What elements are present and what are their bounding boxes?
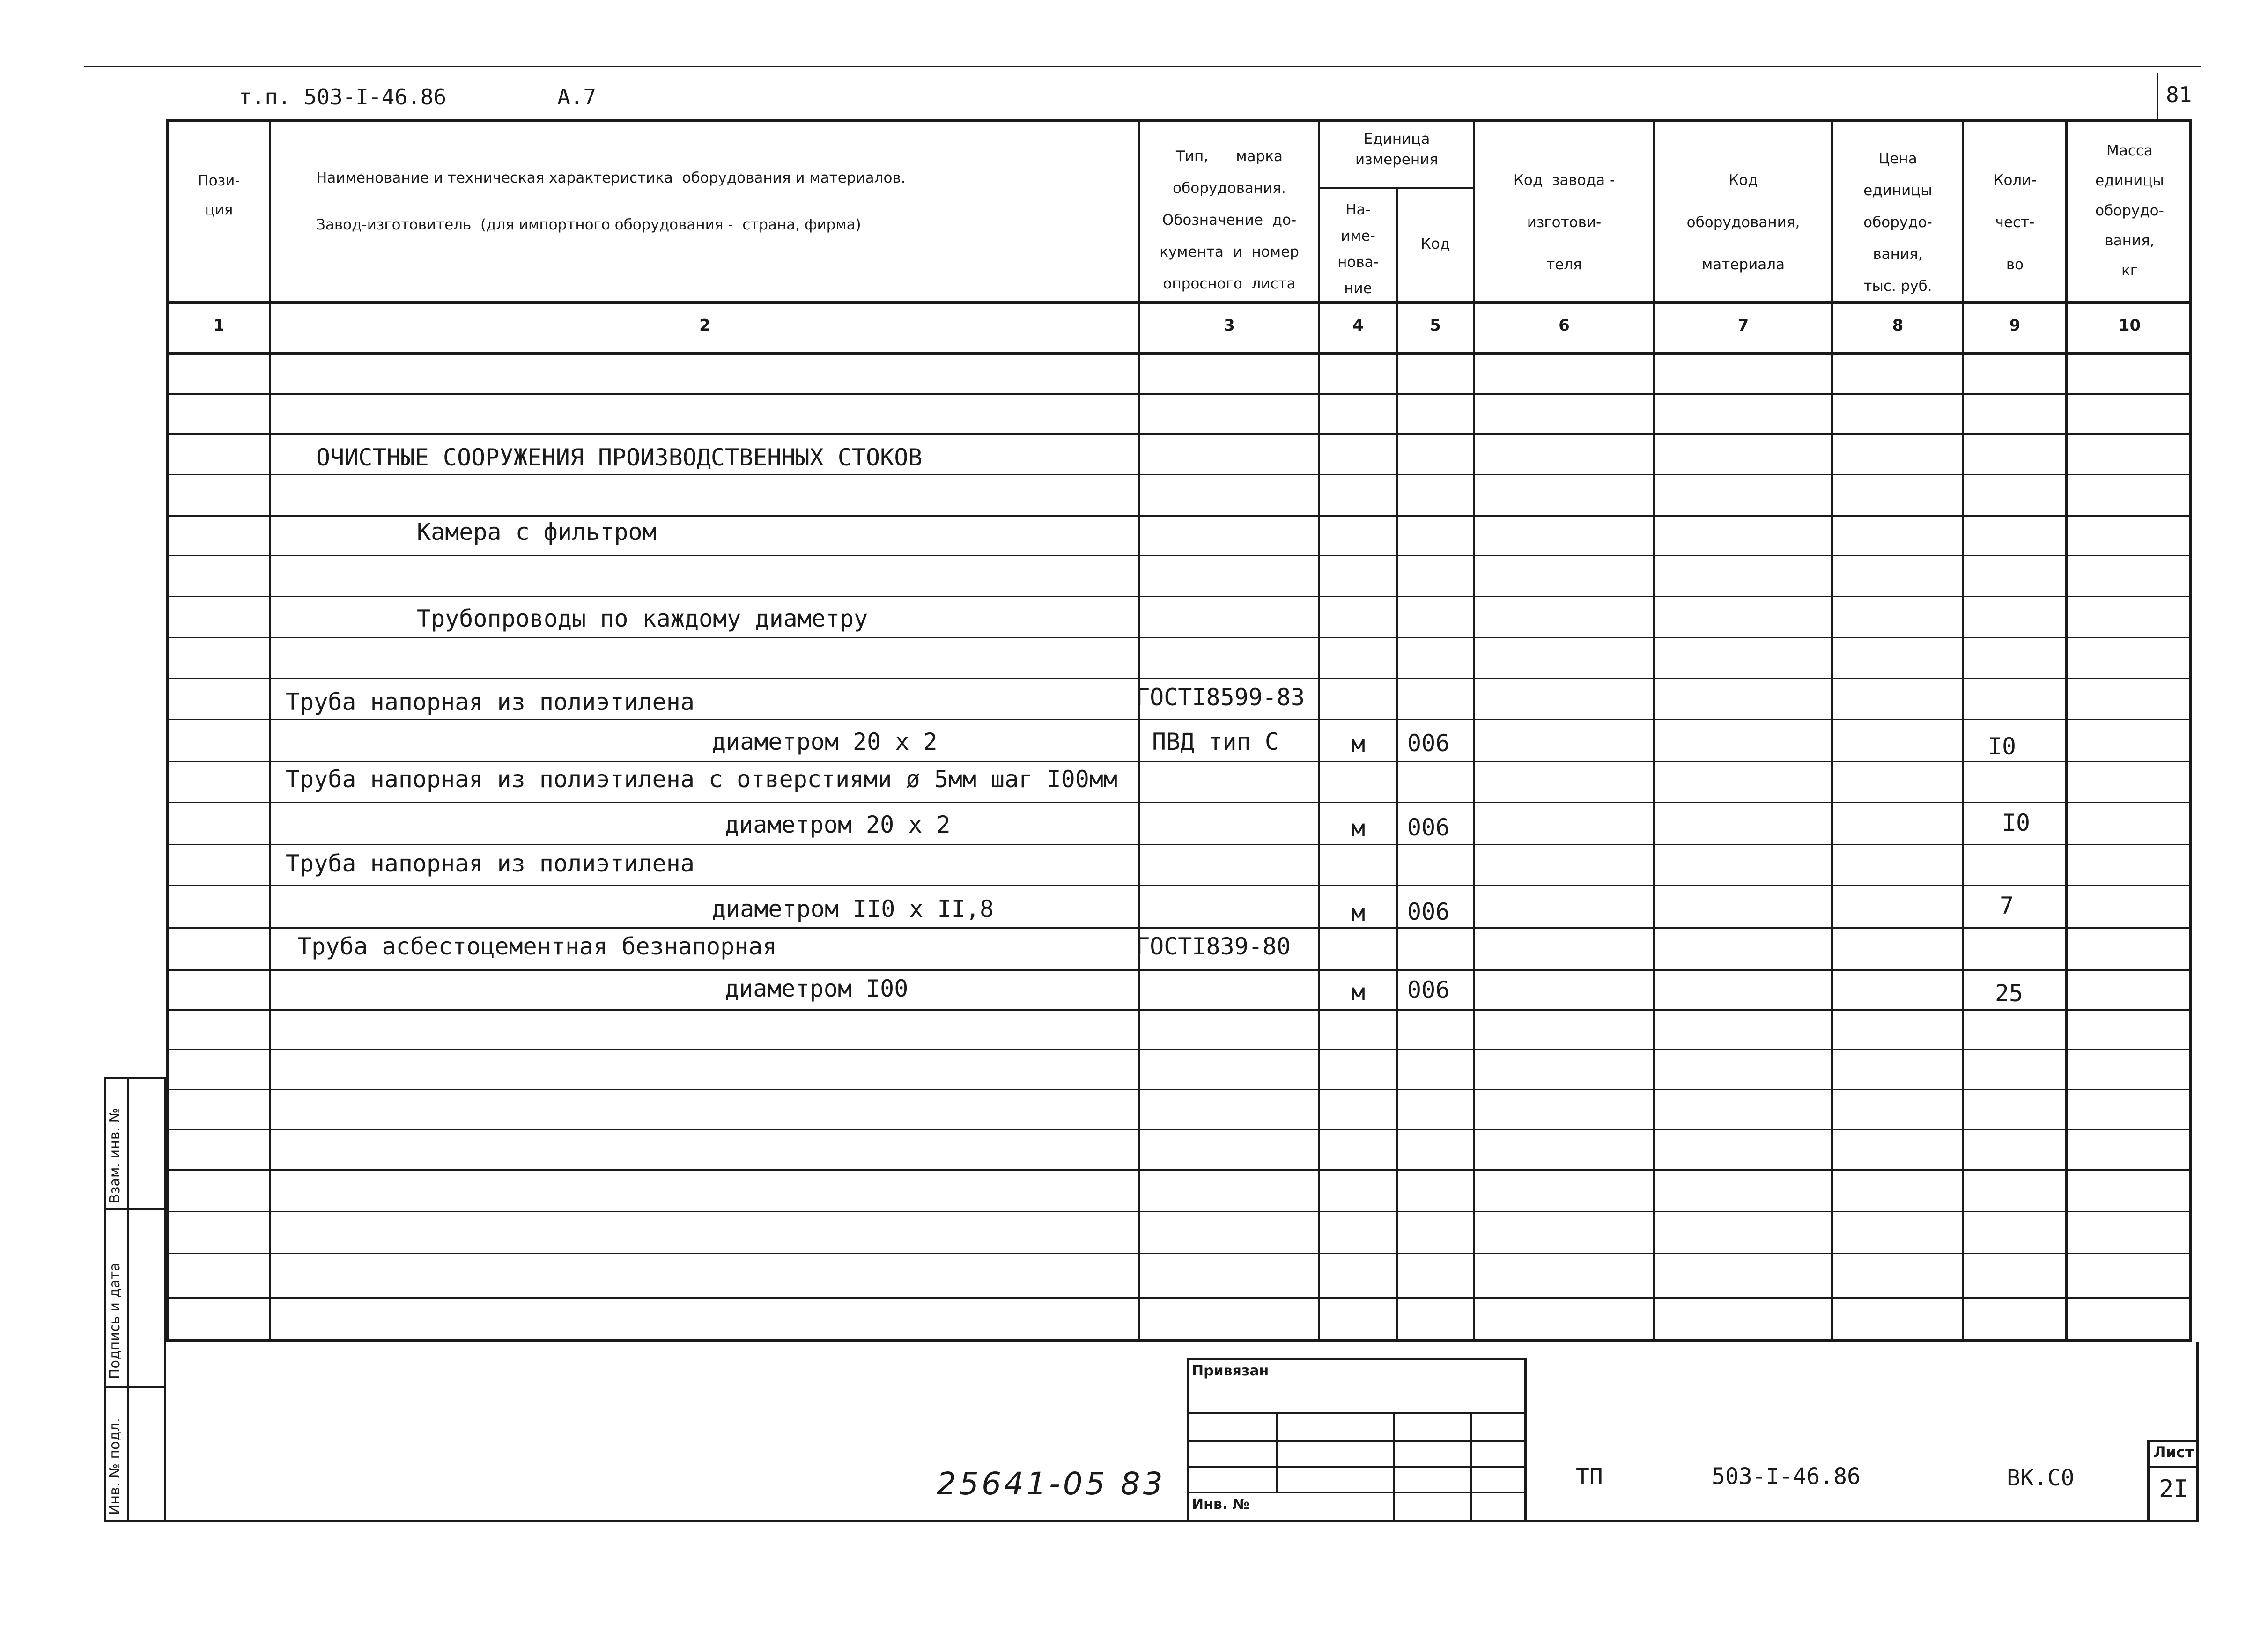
row-line — [166, 678, 2192, 679]
col-num-3: 3 — [1224, 316, 1235, 335]
subsection-pipelines: Трубопроводы по каждому диаметру — [417, 605, 868, 632]
col-num-8: 8 — [1892, 316, 1904, 335]
header-price: Цена единицы оборудо- вания, тыс. руб. — [1863, 150, 1932, 295]
row-line — [166, 1297, 2192, 1299]
stamp-mark: ВК.С0 — [2007, 1465, 2075, 1491]
header-quantity: Коли- чест- во — [1993, 172, 2037, 273]
sheet-box-divider — [2147, 1466, 2199, 1468]
row-line — [166, 474, 2192, 475]
sheet-label: Лист — [2153, 1443, 2194, 1461]
col-num-4: 4 — [1352, 316, 1364, 335]
item3-dim: диаметром II0 x II,8 — [712, 895, 994, 923]
item3-unit: м — [1351, 899, 1366, 926]
header-type: Тип, марка оборудования. Обозначение до- кумента и номер опросного листа — [1160, 148, 1299, 292]
item4-name: Труба асбестоцементная безнапорная — [297, 933, 777, 960]
col-num-10: 10 — [2118, 316, 2141, 335]
privyazan-col — [1470, 1412, 1472, 1520]
item2-unit: м — [1351, 815, 1366, 842]
privyazan-col — [1393, 1412, 1395, 1520]
privyazan-row — [1187, 1492, 1527, 1493]
header-factory-code: Код завода - изготови- теля — [1513, 172, 1615, 273]
row-line — [166, 1253, 2192, 1254]
side-label-podpis: Подпись и дата — [107, 1263, 123, 1379]
item4-code: 006 — [1407, 976, 1450, 1004]
col-num-5: 5 — [1430, 316, 1441, 335]
frame-bottom — [166, 1520, 2199, 1522]
row-line — [166, 844, 2192, 845]
side-strip-divider — [127, 1077, 129, 1522]
side-strip-sep — [104, 1208, 166, 1210]
header-unit: Единица измерения — [1355, 131, 1438, 168]
side-label-vzam: Взам. инв. № — [107, 1108, 123, 1204]
item1-dim: диаметром 20 x 2 — [712, 728, 938, 755]
header-mass: Масса единицы оборудо- вания, кг — [2095, 142, 2164, 279]
row-line — [166, 885, 2192, 886]
sheet-number: 2I — [2159, 1475, 2188, 1503]
row-line — [166, 515, 2192, 517]
item4-qty: 25 — [1995, 980, 2024, 1007]
row-line — [166, 433, 2192, 435]
album-reference: А.7 — [557, 84, 597, 110]
item1-name: Труба напорная из полиэтилена — [286, 688, 694, 716]
side-strip-sep — [104, 1386, 166, 1388]
col-num-6: 6 — [1559, 316, 1570, 335]
privyazan-row — [1187, 1440, 1527, 1442]
numbers-row-line — [166, 352, 2192, 355]
top-border-line — [84, 66, 2201, 67]
page-corner-number: 81 — [2166, 82, 2192, 107]
item3-code: 006 — [1407, 898, 1450, 925]
item1-type: ПВД тип С — [1152, 728, 1279, 755]
page-corner-mark — [2157, 73, 2158, 119]
privyazan-col — [1276, 1412, 1278, 1492]
unit-subheader-line — [1318, 187, 1473, 189]
privyazan-row — [1187, 1412, 1527, 1414]
col-line-4 — [1396, 187, 1398, 1342]
col-num-2: 2 — [699, 316, 710, 335]
row-line — [166, 1129, 2192, 1130]
row-line — [166, 927, 2192, 929]
header-equipment-code: Код оборудования, материала — [1686, 172, 1800, 273]
item3-name: Труба напорная из полиэтилена — [286, 850, 694, 877]
inv-no-label: Инв. № — [1192, 1496, 1249, 1513]
item2-dim: диаметром 20 x 2 — [725, 811, 951, 838]
item1-qty: I0 — [1987, 733, 2017, 760]
item2-qty: I0 — [2002, 809, 2031, 836]
privyazan-label: Привязан — [1192, 1363, 1269, 1379]
col-num-1: 1 — [213, 316, 225, 335]
row-line — [166, 393, 2192, 395]
row-line — [166, 802, 2192, 803]
item1-code: 006 — [1407, 730, 1450, 757]
col-num-9: 9 — [2009, 316, 2021, 335]
header-name: Наименование и техническая характеристика оборудования и материалов. Завод-изготовитель (для импортного оборудования - страна, фирма) — [316, 170, 906, 233]
header-unit-code: Код — [1420, 236, 1450, 252]
item1-unit: м — [1351, 731, 1366, 758]
item2-code: 006 — [1407, 814, 1450, 841]
row-line — [166, 1049, 2192, 1050]
item1-doc: ГОСТI8599-83 — [1136, 684, 1305, 711]
row-line — [166, 637, 2192, 638]
row-line — [166, 969, 2192, 971]
subsection-chamber: Камера с фильтром — [417, 518, 657, 546]
item4-doc: ГОСТI839-80 — [1136, 933, 1291, 960]
item2-name: Труба напорная из полиэтилена с отверстиями ø 5мм шаг I00мм — [286, 766, 1118, 793]
section-title: ОЧИСТНЫЕ СООРУЖЕНИЯ ПРОИЗВОДСТВЕННЫХ СТОКОВ — [316, 444, 923, 471]
col-num-7: 7 — [1737, 316, 1749, 335]
header-unit-name: На- име- нова- ние — [1337, 201, 1379, 297]
item4-unit: м — [1351, 979, 1366, 1006]
item3-qty: 7 — [1999, 892, 2014, 919]
header-position: Пози- ция — [198, 172, 240, 218]
row-line — [166, 719, 2192, 720]
privyazan-row — [1187, 1466, 1527, 1468]
side-label-inv-podl: Инв. № подл. — [107, 1418, 123, 1515]
row-line — [166, 1089, 2192, 1090]
row-line — [166, 1009, 2192, 1011]
row-line — [166, 761, 2192, 762]
handwritten-registration-number: 25641-05 83 — [937, 1466, 1166, 1502]
project-reference: т.п. 503-I-46.86 — [239, 84, 447, 110]
row-line — [166, 1169, 2192, 1171]
stamp-doc-number: 503-I-46.86 — [1712, 1463, 1861, 1490]
row-line — [166, 596, 2192, 597]
item4-dim: диаметром I00 — [725, 975, 909, 1002]
row-line — [166, 555, 2192, 556]
row-line — [166, 1211, 2192, 1212]
stamp-tp: ТП — [1576, 1463, 1603, 1490]
